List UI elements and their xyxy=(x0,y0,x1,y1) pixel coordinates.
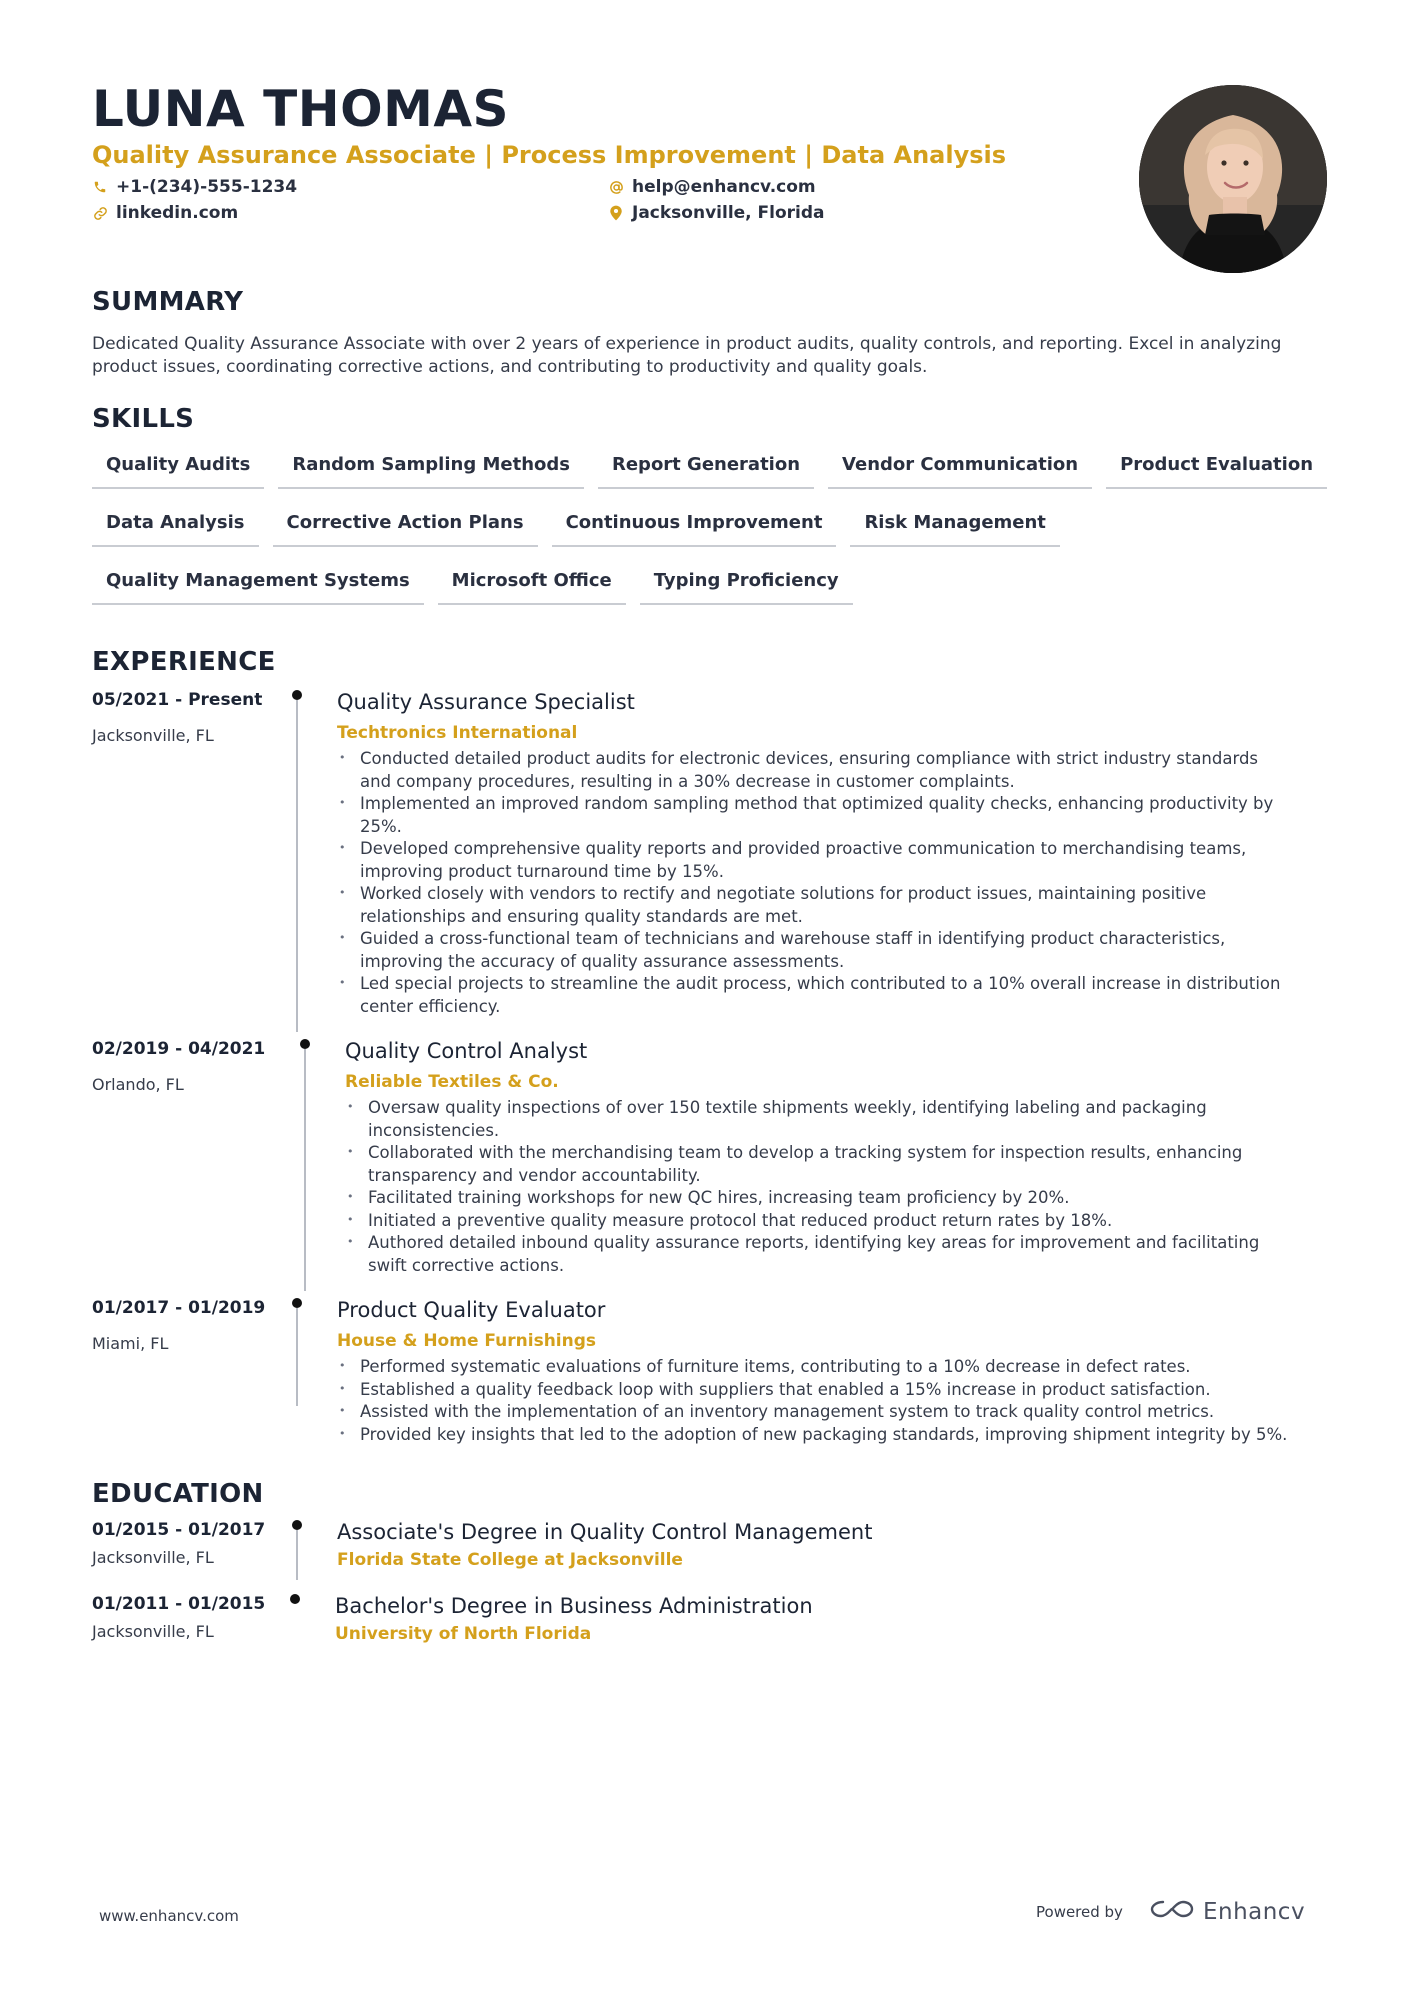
skills-row xyxy=(92,450,1342,489)
header xyxy=(92,80,1092,226)
job-bullets xyxy=(332,1356,1332,1446)
summary-text: Dedicated Quality Assurance Associate with over 2 years of experience in product audits, quality controls, and reporting. Excel in analyzing product issues, coordinating corrective actions, and contributing to productivity and quality goals. xyxy=(92,334,1282,377)
bullet-item: • Authored detailed inbound quality assurance reports, identifying key areas for improvement and facilitating swift corrective actions. xyxy=(340,1232,1340,1277)
school-name: Florida State College at Jacksonville xyxy=(337,1550,683,1570)
phone-contact xyxy=(92,174,608,200)
skill-tag: Continuous Improvement xyxy=(552,508,837,547)
company-name: Techtronics International xyxy=(337,723,578,743)
skill-tag: Quality Management Systems xyxy=(92,566,424,605)
degree-title: Bachelor's Degree in Business Administration xyxy=(335,1594,813,1618)
job-title: Product Quality Evaluator xyxy=(337,1298,606,1322)
timeline-line xyxy=(296,1308,298,1406)
bullet-item: • Provided key insights that led to the adoption of new packaging standards, improving shipment integrity by 5%. xyxy=(332,1424,1332,1447)
bullet-item: • Established a quality feedback loop with suppliers that enabled a 15% increase in product satisfaction. xyxy=(332,1379,1332,1402)
timeline-dot xyxy=(292,1520,302,1530)
entry-location: Miami, FL xyxy=(92,1334,169,1353)
timeline-line xyxy=(296,700,298,1032)
skill-tag: Report Generation xyxy=(598,450,814,489)
linkedin-contact[interactable] xyxy=(92,200,608,226)
entry-date: 05/2021 - Present xyxy=(92,690,263,710)
contact-info xyxy=(92,174,1092,226)
at-icon xyxy=(608,179,624,195)
bullet-item: • Initiated a preventive quality measure protocol that reduced product return rates by 18%. xyxy=(340,1210,1340,1233)
experience-heading: EXPERIENCE xyxy=(92,647,276,677)
skills-heading: SKILLS xyxy=(92,404,195,434)
bullet-item: • Assisted with the implementation of an inventory management system to track quality control metrics. xyxy=(332,1401,1332,1424)
skills-list xyxy=(92,450,1342,624)
entry-date: 01/2011 - 01/2015 xyxy=(92,1594,266,1614)
bullet-item: • Worked closely with vendors to rectify and negotiate solutions for product issues, maintaining positive relationships and ensuring quality standards are met. xyxy=(332,883,1332,928)
summary-heading: SUMMARY xyxy=(92,287,244,317)
bullet-item: • Developed comprehensive quality reports and provided proactive communication to merchandising teams, improving product turnaround time by 15%. xyxy=(332,838,1332,883)
bullet-item: • Oversaw quality inspections of over 150 textile shipments weekly, identifying labeling and packaging inconsistencies. xyxy=(340,1097,1340,1142)
job-bullets xyxy=(340,1097,1340,1277)
bullet-item: • Guided a cross-functional team of technicians and warehouse staff in identifying product characteristics, improving the accuracy of quality assurance assessments. xyxy=(332,928,1332,973)
education-heading: EDUCATION xyxy=(92,1479,264,1509)
entry-location: Orlando, FL xyxy=(92,1075,184,1094)
skills-row xyxy=(92,508,1342,547)
entry-location: Jacksonville, FL xyxy=(92,726,214,745)
skills-row xyxy=(92,566,1342,605)
powered-by-label: Powered by xyxy=(1036,1902,1123,1921)
profile-photo xyxy=(1139,85,1327,273)
linkedin-text: linkedin.com xyxy=(116,203,239,223)
timeline-dot xyxy=(300,1039,310,1049)
brand-name: Enhancv xyxy=(1202,1898,1306,1925)
entry-location: Jacksonville, FL xyxy=(92,1622,214,1641)
company-name: Reliable Textiles & Co. xyxy=(345,1072,559,1092)
bullet-item: • Facilitated training workshops for new QC hires, increasing team proficiency by 20%. xyxy=(340,1187,1340,1210)
email-contact[interactable] xyxy=(608,174,1008,200)
bullet-item: • Conducted detailed product audits for electronic devices, ensuring compliance with strict industry standards and company procedures, resulting in a 30% decrease in customer complaints. xyxy=(332,748,1332,793)
entry-date: 01/2017 - 01/2019 xyxy=(92,1298,266,1318)
skill-tag: Typing Proficiency xyxy=(640,566,853,605)
skill-tag: Product Evaluation xyxy=(1106,450,1327,489)
enhancv-logo-icon xyxy=(1149,1897,1195,1926)
job-title: Quality Control Analyst xyxy=(345,1039,588,1063)
skill-tag: Vendor Communication xyxy=(828,450,1092,489)
skill-tag: Risk Management xyxy=(850,508,1059,547)
timeline-dot xyxy=(292,690,302,700)
candidate-name: LUNA THOMAS xyxy=(92,80,510,138)
bullet-item: • Implemented an improved random sampling method that optimized quality checks, enhancing productivity by 25%. xyxy=(332,793,1332,838)
bullet-item: • Collaborated with the merchandising team to develop a tracking system for inspection results, enhancing transparency and vendor accountability. xyxy=(340,1142,1340,1187)
entry-date: 02/2019 - 04/2021 xyxy=(92,1039,266,1059)
location-contact xyxy=(608,200,1008,226)
timeline-line xyxy=(296,1530,298,1580)
school-name: University of North Florida xyxy=(335,1624,592,1644)
phone-icon xyxy=(92,179,108,195)
email-text: help@enhancv.com xyxy=(632,177,816,197)
location-text: Jacksonville, Florida xyxy=(632,203,825,223)
timeline-line xyxy=(304,1049,306,1291)
bullet-item: • Performed systematic evaluations of furniture items, contributing to a 10% decrease in defect rates. xyxy=(332,1356,1332,1379)
skill-tag: Corrective Action Plans xyxy=(273,508,538,547)
entry-date: 01/2015 - 01/2017 xyxy=(92,1520,266,1540)
footer-website[interactable]: www.enhancv.com xyxy=(99,1907,239,1925)
location-pin-icon xyxy=(608,205,624,221)
job-title: Quality Assurance Specialist xyxy=(337,690,635,714)
candidate-tagline: Quality Assurance Associate | Process Improvement | Data Analysis xyxy=(92,141,1007,169)
job-bullets xyxy=(332,748,1332,1018)
skill-tag: Data Analysis xyxy=(92,508,259,547)
timeline-dot xyxy=(292,1298,302,1308)
phone-text: +1-(234)-555-1234 xyxy=(116,177,298,197)
company-name: House & Home Furnishings xyxy=(337,1331,597,1351)
timeline-dot xyxy=(290,1594,300,1604)
bullet-item: • Led special projects to streamline the audit process, which contributed to a 10% overall increase in distribution center efficiency. xyxy=(332,973,1332,1018)
skill-tag: Random Sampling Methods xyxy=(278,450,584,489)
skill-tag: Quality Audits xyxy=(92,450,264,489)
link-icon xyxy=(92,205,108,221)
degree-title: Associate's Degree in Quality Control Management xyxy=(337,1520,873,1544)
skill-tag: Microsoft Office xyxy=(438,566,626,605)
entry-location: Jacksonville, FL xyxy=(92,1548,214,1567)
footer-branding xyxy=(1036,1897,1305,1926)
